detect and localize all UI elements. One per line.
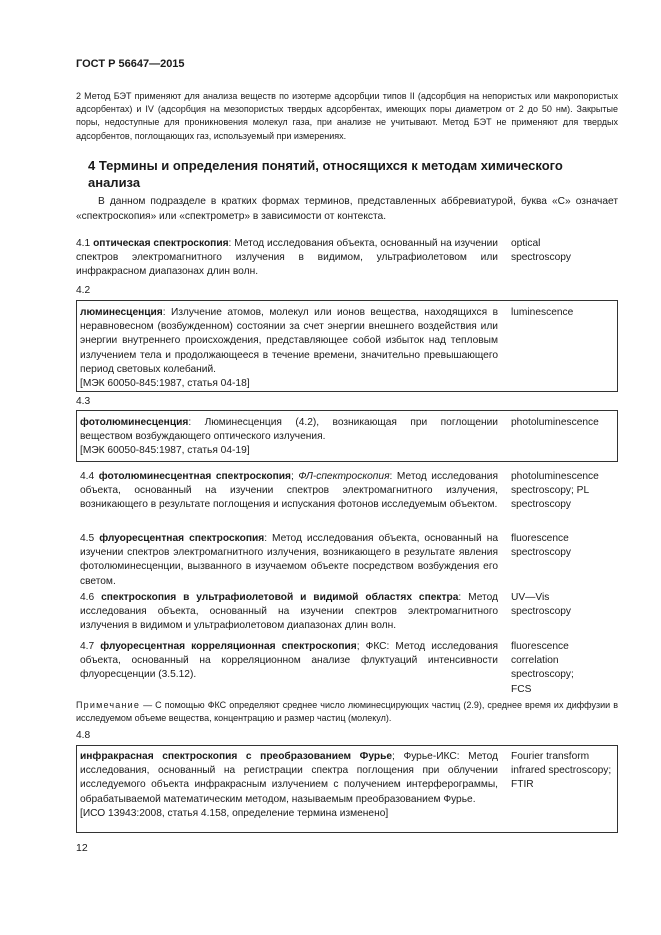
term-number: 4.1 bbox=[76, 238, 91, 249]
term-4-5 bbox=[80, 532, 498, 589]
standard-number: ГОСТ Р 56647—2015 bbox=[76, 58, 185, 70]
term-definition: : Метод исследования объекта, основанный на изучении спектров электромагнитного излучения, возникающего в результате явления фотолюминесценции, вызванного в изучаемом объекте посредством возбуждения его светом. bbox=[80, 533, 498, 587]
term-source: [ИСО 13943:2008, статья 4.158, определение термина изменено] bbox=[80, 807, 389, 819]
note-text: — С помощью ФКС определяют среднее число люминесцирующих частиц (2.9), среднее время их диффузии в исследуемом объеме вещества, концентрацию и размер частиц (молекул). bbox=[76, 700, 618, 724]
term-abbreviation: ФЛ-спектроскопия bbox=[298, 471, 390, 482]
term-4-2-english: luminescence bbox=[511, 307, 574, 318]
term-4-8-english: Fourier transform infrared spectroscopy; FTIR bbox=[511, 751, 612, 791]
term-number-4-3: 4.3 bbox=[76, 396, 91, 407]
term-source: [МЭК 60050-845:1987, статья 04-18] bbox=[80, 378, 250, 390]
term-name: люминесценция bbox=[80, 307, 163, 318]
term-4-3-english: photoluminescence bbox=[511, 417, 599, 428]
note bbox=[76, 699, 618, 725]
term-number-4-2: 4.2 bbox=[76, 285, 91, 296]
term-4-5-english: fluorescence spectroscopy bbox=[511, 533, 572, 559]
term-name: флуоресцентная корреляционная спектроскопия bbox=[100, 641, 357, 652]
section-intro bbox=[76, 195, 618, 224]
term-number-4-8: 4.8 bbox=[76, 730, 91, 741]
term-number: 4.5 bbox=[80, 533, 95, 544]
term-name: фотолюминесценция bbox=[80, 417, 189, 428]
term-4-8 bbox=[80, 750, 498, 821]
term-4-3 bbox=[80, 416, 498, 459]
section-title: 4 Термины и определения понятий, относящихся к методам химического анализа bbox=[88, 158, 563, 190]
term-definition: ; Фурье-ИКС: Метод исследования, основанный на регистрации спектра поглощения при облучении исследуемого объекта инфракрасным излучением с получением интерферограммы, обрабатываемой математическим методом, называемым преобразованием Фурье. bbox=[80, 751, 498, 805]
term-name: флуоресцентная спектроскопия bbox=[99, 533, 265, 544]
term-name: спектроскопия в ультрафиолетовой и видимой областях спектра bbox=[101, 592, 459, 603]
term-4-1 bbox=[76, 237, 498, 280]
term-number: 4.4 bbox=[80, 471, 95, 482]
term-definition: : Метод исследования объекта, основанный на изучении спектров электромагнитного излучения в видимом и ультрафиолетовом диапазонах длин волн. bbox=[80, 592, 498, 632]
term-definition: : Метод исследования объекта, основанный на изучении спектров электромагнитного излучения, возникающего в результате поглощения и испускания фотонов исследуемым объектом. bbox=[80, 471, 498, 511]
term-4-6 bbox=[80, 591, 498, 634]
term-4-7 bbox=[80, 640, 498, 683]
footnote: 2 Метод БЭТ применяют для анализа веществ по изотерме адсорбции типов II (адсорбция на непористых или макропористых адсорбентах) и IV (адсорбция на мезопористых твердых адсорбентах, имеющих поры диаметром от 2 до 50 нм). Закрытые поры, недоступные для проникновения молекул газа, при анализе не учитывают. Метод БЭТ не применяют для твердых адсорбентов, поглощающих газ, используемый при измерениях. bbox=[76, 91, 618, 141]
term-name: оптическая спектроскопия bbox=[93, 238, 229, 249]
term-4-4: 4.4 фотолюминесцентная спектроскопия; ФЛ-спектроскопия: Метод исследования объекта, основанный на изучении спектров электромагнитного излучения, возникающего в результате поглощения и испускания фотонов исследуемым объектом. bbox=[80, 471, 498, 511]
term-4-7-english: fluorescence correlation spectroscopy; FCS bbox=[511, 641, 574, 695]
term-definition: : Метод исследования объекта, основанный на изучении спектров электромагнитного излучения в видимом, ультрафиолетовом или инфракрасном диапазонах длин волн. bbox=[76, 238, 498, 278]
term-definition: ; ФКС: Метод исследования объекта, основанный на корреляционном анализе флуктуаций интенсивности флуоресценции (3.5.12). bbox=[80, 641, 498, 681]
term-4-4-english: photoluminescence spectroscopy; PL spectroscopy bbox=[511, 471, 599, 511]
term-definition: : Излучение атомов, молекул или ионов вещества, находящихся в неравновесном (возбужденном) состоянии за счет энергии внешнего воздействия или энергии внутреннего происхождения, представляющее собой избыток над тепловым излучением тела и продолжающееся в течение времени, значительно превышающего период световых колебаний. bbox=[80, 307, 498, 375]
term-4-1-english: optical spectroscopy bbox=[511, 238, 572, 264]
term-name: фотолюминесцентная спектроскопия bbox=[98, 471, 291, 482]
term-definition: : Люминесценция (4.2), возникающая при поглощении веществом возбуждающего оптического излучения. bbox=[80, 417, 498, 443]
intro-text: В данном подразделе в кратких формах терминов, представленных аббревиатурой, буква «С» означает «спектроскопия» или «спектрометр» в зависимости от контекста. bbox=[76, 196, 618, 222]
page-number: 12 bbox=[76, 842, 88, 854]
term-name: инфракрасная спектроскопия с преобразованием Фурье bbox=[80, 751, 393, 762]
term-number: 4.6 bbox=[80, 592, 95, 603]
term-4-2 bbox=[80, 306, 498, 391]
term-number: 4.7 bbox=[80, 641, 95, 652]
term-4-6-english: UV—Vis spectroscopy bbox=[511, 592, 572, 618]
term-source: [МЭК 60050-845:1987, статья 04-19] bbox=[80, 445, 250, 457]
note-label: Примечание bbox=[76, 700, 141, 710]
